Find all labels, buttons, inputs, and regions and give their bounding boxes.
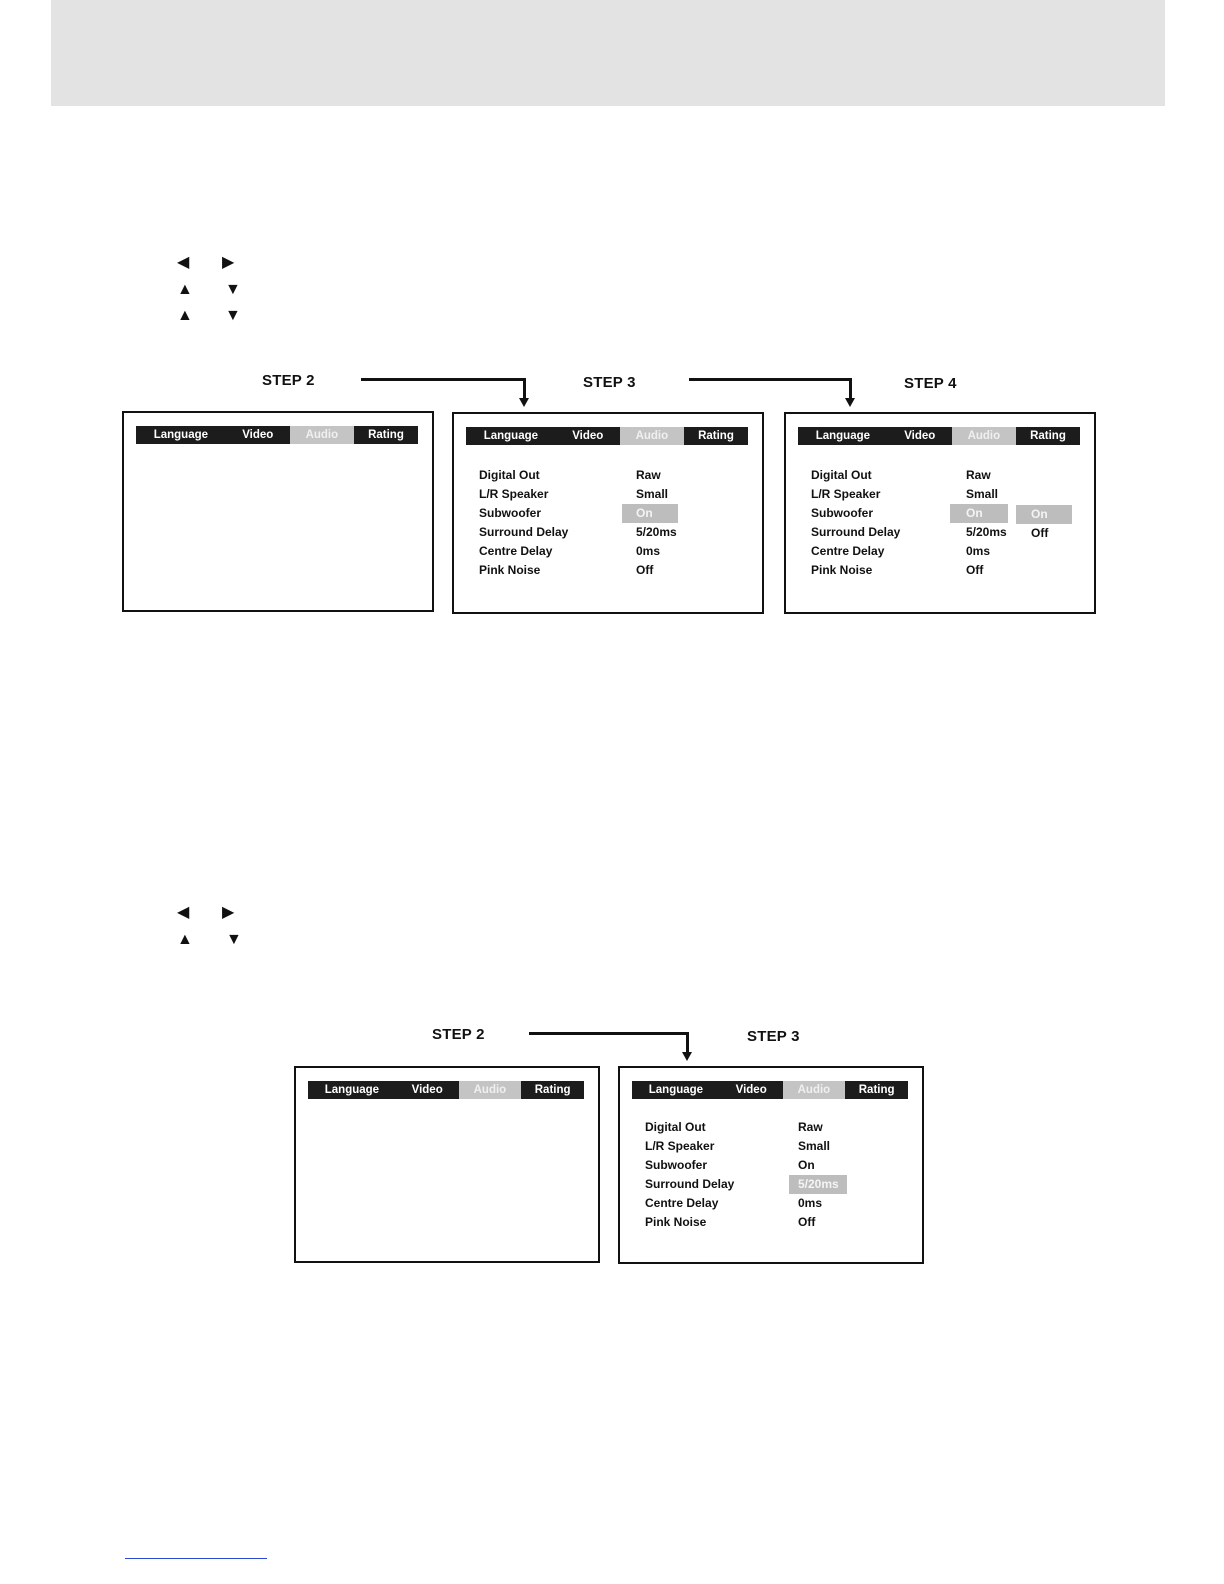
setting-row[interactable]: [645, 1213, 912, 1232]
down-arrow-icon: ▼: [225, 281, 241, 298]
setting-row[interactable]: [645, 1118, 912, 1137]
left-arrow-icon: ◀: [177, 904, 190, 921]
setting-label: Pink Noise: [645, 1215, 707, 1229]
setup-screen-step2: [122, 411, 434, 612]
connector-line: [686, 1032, 689, 1052]
tab-video[interactable]: Video: [904, 430, 936, 442]
menu-bar: [136, 426, 418, 444]
menu-bar: [466, 427, 748, 445]
tab-audio[interactable]: Audio: [459, 1081, 522, 1099]
menu-bar: [798, 427, 1080, 445]
tab-audio[interactable]: Audio: [952, 427, 1016, 445]
setting-value: 0ms: [798, 1196, 823, 1210]
setting-label: Digital Out: [645, 1120, 706, 1134]
tab-rating[interactable]: Rating: [1030, 430, 1066, 442]
setting-label: Surround Delay: [645, 1177, 735, 1191]
right-arrow-icon: ▶: [222, 254, 235, 271]
setup-screen-step2: [294, 1066, 600, 1263]
setting-value-highlighted[interactable]: On: [622, 504, 678, 523]
connector-line: [689, 378, 852, 381]
setting-value: Raw: [966, 468, 991, 482]
setting-label: L/R Speaker: [811, 487, 881, 501]
connector-line: [529, 1032, 689, 1035]
setting-label: Centre Delay: [811, 544, 885, 558]
up-arrow-icon: ▲: [177, 307, 193, 324]
setting-row[interactable]: [479, 466, 752, 485]
setting-row[interactable]: [811, 466, 1084, 485]
tab-video[interactable]: Video: [735, 1084, 767, 1096]
setting-row[interactable]: [479, 542, 752, 561]
setting-value: Small: [966, 487, 999, 501]
tab-language[interactable]: Language: [153, 429, 209, 441]
setting-label: Subwoofer: [811, 506, 873, 520]
setting-row[interactable]: [645, 1156, 912, 1175]
setting-value: 5/20ms: [636, 525, 677, 539]
tab-video[interactable]: Video: [572, 430, 604, 442]
setting-row[interactable]: [645, 1175, 912, 1194]
setting-value: Small: [636, 487, 669, 501]
tab-rating[interactable]: Rating: [534, 1084, 571, 1096]
setting-label: Digital Out: [811, 468, 872, 482]
setting-row[interactable]: [645, 1137, 912, 1156]
up-arrow-icon: ▲: [177, 931, 193, 948]
setting-value: Small: [798, 1139, 831, 1153]
tab-audio[interactable]: Audio: [290, 426, 354, 444]
setting-label: Surround Delay: [811, 525, 901, 539]
setting-label: L/R Speaker: [645, 1139, 715, 1153]
tab-rating[interactable]: Rating: [368, 429, 404, 441]
setting-value: 5/20ms: [966, 525, 1007, 539]
tab-rating[interactable]: Rating: [858, 1084, 895, 1096]
connector-arrowhead: [682, 1052, 692, 1061]
setting-row[interactable]: [811, 485, 1084, 504]
setting-label: Centre Delay: [645, 1196, 719, 1210]
tab-audio[interactable]: Audio: [783, 1081, 846, 1099]
setting-value: Off: [798, 1215, 816, 1229]
setting-value-highlighted[interactable]: On: [950, 504, 1008, 523]
setting-value: Raw: [798, 1120, 823, 1134]
setting-label: Digital Out: [479, 468, 540, 482]
setting-row[interactable]: [479, 523, 752, 542]
header-band: [51, 0, 1165, 106]
connector-arrowhead: [519, 398, 529, 407]
setting-label: Pink Noise: [479, 563, 541, 577]
setting-value: Off: [636, 563, 654, 577]
menu-bar: [632, 1081, 908, 1099]
tab-language[interactable]: Language: [648, 1084, 704, 1096]
right-arrow-icon: ▶: [222, 904, 235, 921]
step-label: STEP 4: [904, 375, 957, 392]
setting-row[interactable]: [811, 561, 1084, 580]
setting-label: Subwoofer: [645, 1158, 707, 1172]
option-off[interactable]: Off: [1031, 526, 1049, 540]
down-arrow-icon: ▼: [225, 307, 241, 324]
setting-value: 0ms: [966, 544, 991, 558]
step-label: STEP 2: [432, 1026, 485, 1043]
setting-row[interactable]: [479, 485, 752, 504]
setting-label: Subwoofer: [479, 506, 541, 520]
tab-language[interactable]: Language: [483, 430, 539, 442]
connector-line: [361, 378, 526, 381]
setting-row[interactable]: [479, 561, 752, 580]
tab-rating[interactable]: Rating: [698, 430, 734, 442]
setting-row[interactable]: [811, 542, 1084, 561]
setting-label: L/R Speaker: [479, 487, 549, 501]
footer-link-underline: [125, 1558, 267, 1559]
connector-arrowhead: [845, 398, 855, 407]
connector-line: [523, 378, 526, 398]
tab-audio[interactable]: Audio: [620, 427, 684, 445]
step-label: STEP 2: [262, 372, 315, 389]
setup-screen-step3: [452, 412, 764, 614]
connector-line: [849, 378, 852, 398]
down-arrow-icon: ▼: [226, 931, 242, 948]
tab-language[interactable]: Language: [324, 1084, 380, 1096]
subwoofer-options-popup: [1016, 505, 1072, 543]
setting-value: Raw: [636, 468, 661, 482]
setting-row[interactable]: [645, 1194, 912, 1213]
setting-row[interactable]: [479, 504, 752, 523]
tab-language[interactable]: Language: [815, 430, 871, 442]
left-arrow-icon: ◀: [177, 254, 190, 271]
setting-label: Centre Delay: [479, 544, 553, 558]
step-label: STEP 3: [747, 1028, 800, 1045]
up-arrow-icon: ▲: [177, 281, 193, 298]
setting-label: Pink Noise: [811, 563, 873, 577]
option-on[interactable]: On: [1016, 505, 1072, 524]
tab-video[interactable]: Video: [242, 429, 274, 441]
setting-value: Off: [966, 563, 984, 577]
menu-bar: [308, 1081, 584, 1099]
setup-screen-step3: [618, 1066, 924, 1264]
setting-value: 0ms: [636, 544, 661, 558]
setting-value: On: [798, 1158, 815, 1172]
setup-screen-step4: [784, 412, 1096, 614]
step-label: STEP 3: [583, 374, 636, 391]
tab-video[interactable]: Video: [411, 1084, 443, 1096]
setting-value-highlighted[interactable]: 5/20ms: [789, 1175, 847, 1194]
setting-label: Surround Delay: [479, 525, 569, 539]
